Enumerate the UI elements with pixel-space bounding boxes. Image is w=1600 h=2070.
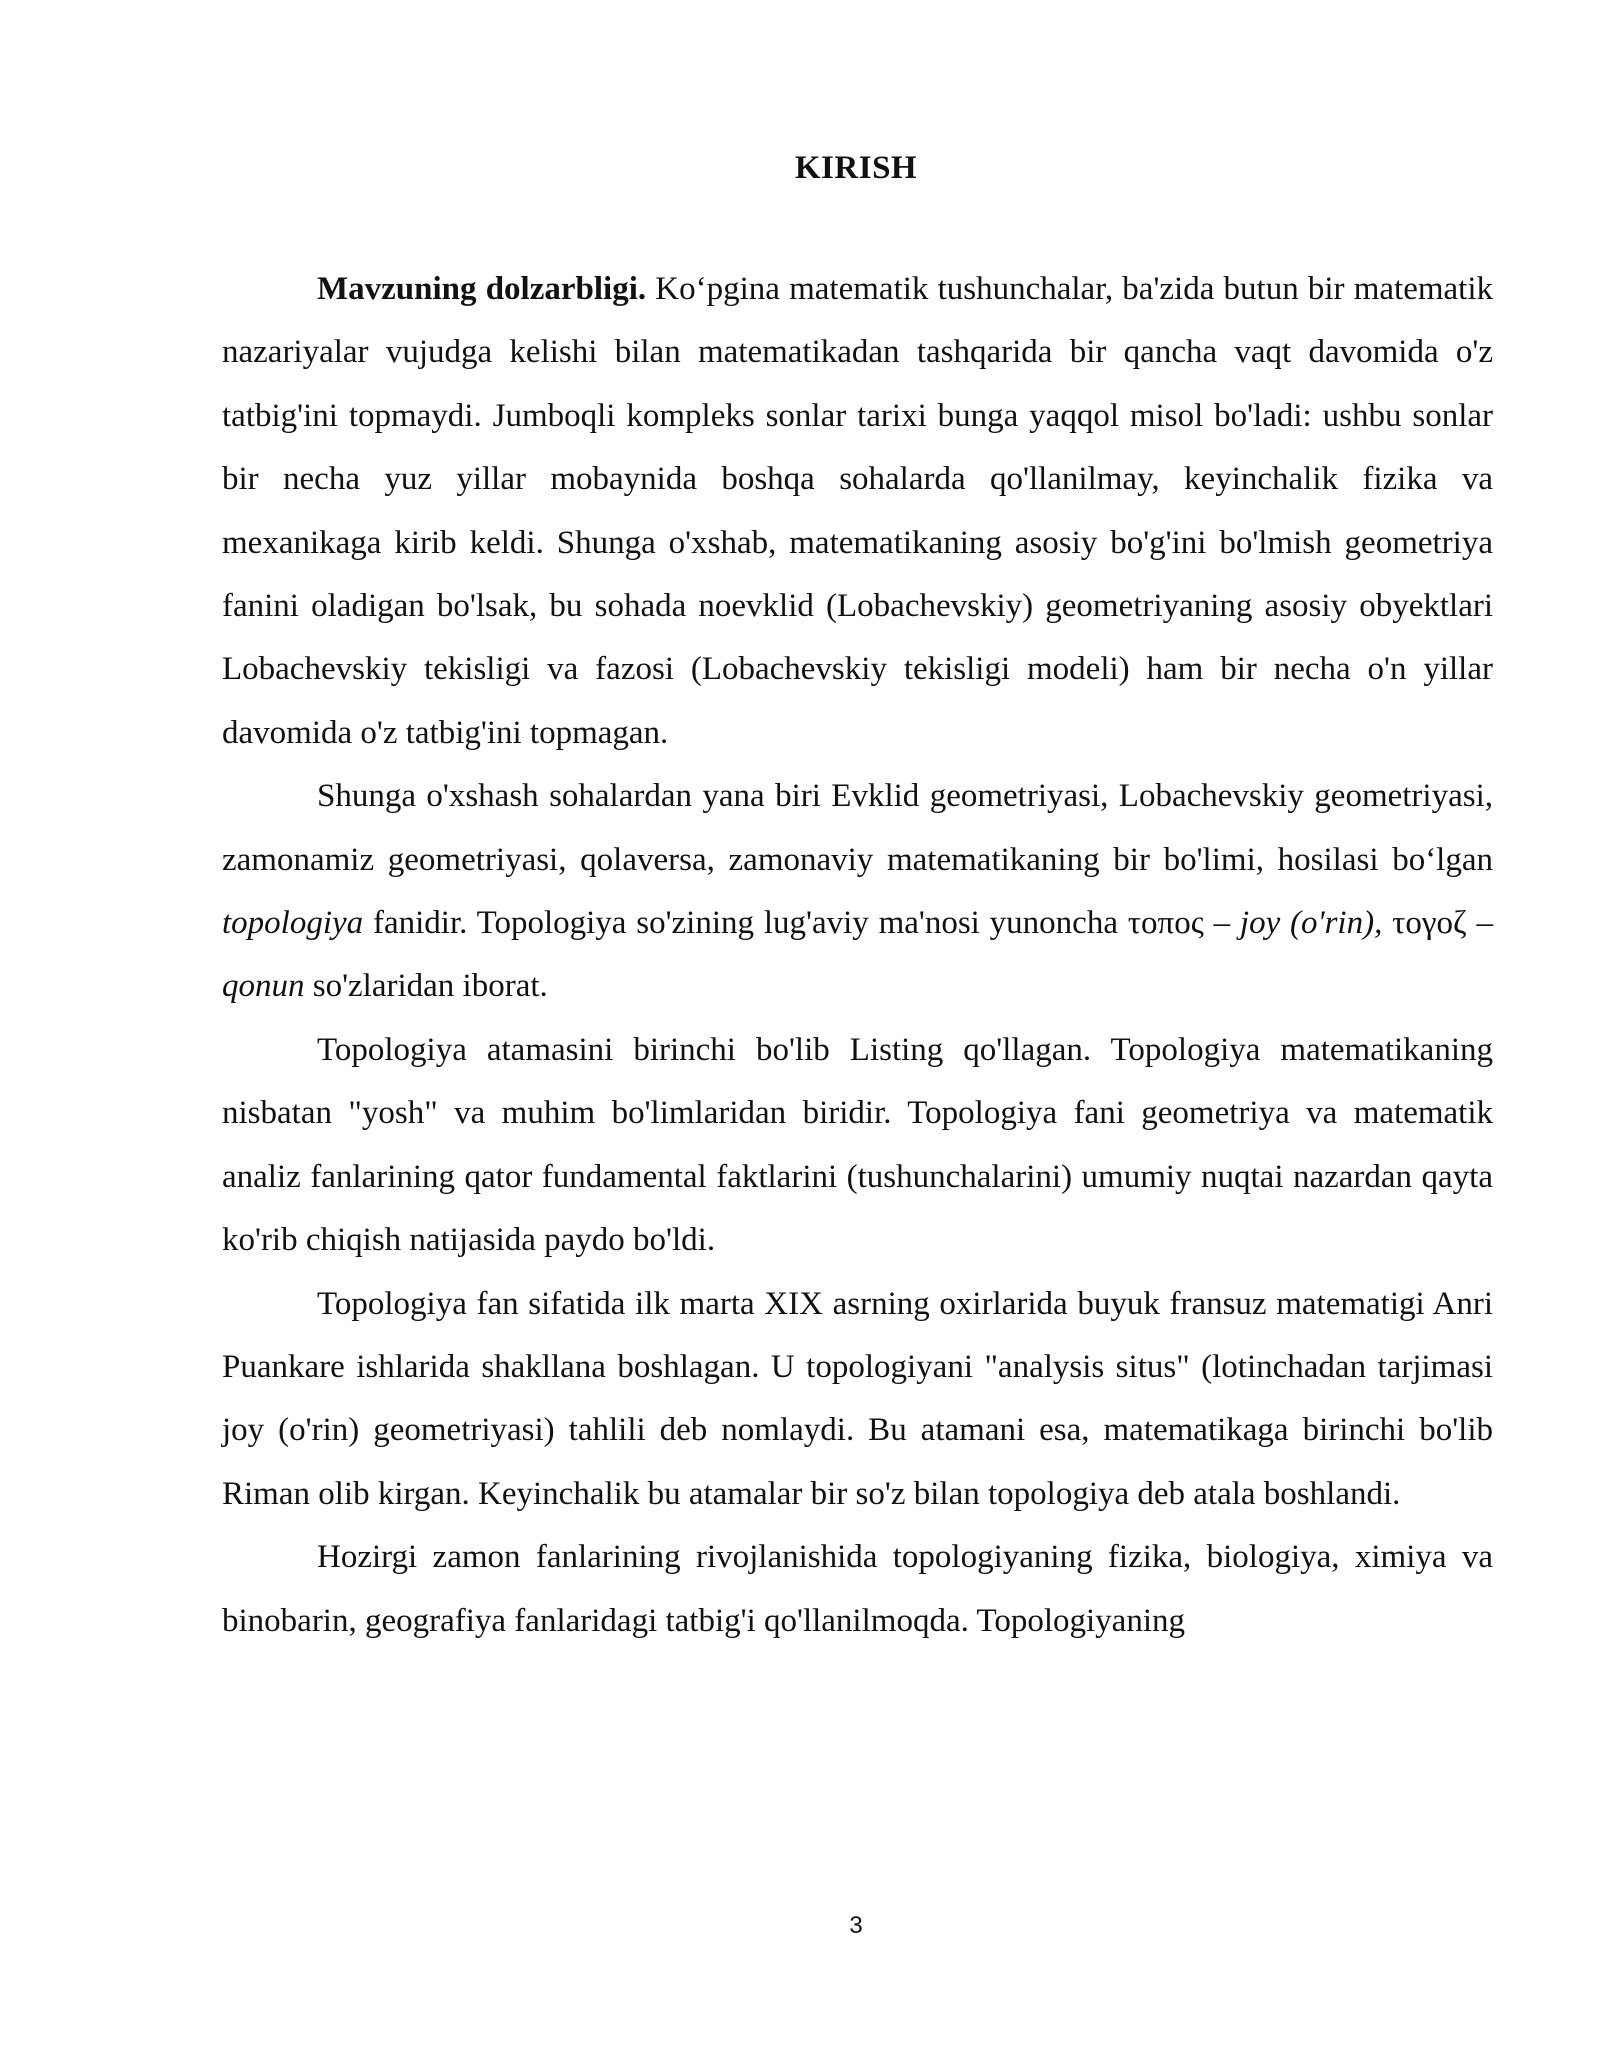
paragraph-listing: Topologiya atamasini birinchi bo'lib Listing qo'llagan. Topologiya matematikaning nisbatan "yosh" va muhim bo'limlaridan biridir. Topologiya fani geometriya va matematik analiz fanlarining qator fundamental faktlarini (tushunchalarini) umumiy nuqtai nazardan qayta ko'rib chiqish natijasida paydo bo'ldi. (222, 1031, 1493, 1259)
page-number: 3 (849, 1912, 863, 1939)
paragraph-relevance (222, 258, 1493, 765)
paragraph-lead: Mavzuning dolzarbligi. (317, 271, 647, 307)
paragraph-text: so'zlaridan iborat. (304, 968, 548, 1005)
paragraph-topology-intro (222, 765, 1493, 1019)
paragraph-text: Ko‘pgina matematik tushunchalar, ba'zida butun bir matematik nazariyalar vujudga kelishi bilan matematikadan tashqarida bir qancha vaqt davomida o'z tatbig'ini topmaydi. Jumboqli kompleks sonlar tarixi bunga yaqqol misol bo'ladi: ushbu sonlar bir necha yuz yillar mobaynida boshqa sohalarda qo'llanilmay, keyinchalik fizika va mexanikaga kirib keldi. Shunga o'xshab, matematikaning asosiy bo'g'ini bo'lmish geometriya fanini oladigan bo'lsak, bu sohada noevklid (Lobachevskiy) geometriyaning asosiy obyektlari Lobachevskiy tekisligi va fazosi (Lobachevskiy tekisligi modeli) ham bir necha o'n yillar davomida o'z tatbig'ini topmagan. (222, 271, 1493, 751)
italic-term: joy (o'rin), (1239, 905, 1383, 942)
italic-term: topologiya (222, 905, 364, 942)
paragraph-modern-applications: Hozirgi zamon fanlarining rivojlanishida topologiyaning fizika, biologiya, ximiya va binobarin, geografiya fanlaridagi tatbig'i qo'llanilmoqda. Topologiyaning (222, 1539, 1493, 1639)
body-text (222, 258, 1493, 1653)
page-title: KIRISH (794, 150, 918, 186)
paragraph-poincare: Topologiya fan sifatida ilk marta XIX asrning oxirlarida buyuk fransuz matematigi Anri Puankare ishlarida shakllana boshlagan. U topologiyani "analysis situs" (lotinchadan tarjimasi joy (o'rin) geometriyasi) tahlili deb nomlaydi. Bu atamani esa, matematikaga birinchi bo'lib Riman olib kirgan. Keyinchalik bu atamalar bir so'z bilan topologiya deb atala boshlandi. (222, 1285, 1493, 1512)
paragraph-text: fanidir. Topologiya so'zining lug'aviy ma'nosi yunoncha τοπος – (363, 905, 1240, 942)
paragraph-text: τογοζ – (1382, 905, 1493, 942)
paragraph-text: Shunga o'xshash sohalardan yana biri Evklid geometriyasi, Lobachevskiy geometriyasi, zamonamiz geometriyasi, qolaversa, zamonaviy matematikaning bir bo'limi, hosilasi bo‘lgan (222, 778, 1493, 878)
italic-term: qonun (222, 968, 305, 1005)
